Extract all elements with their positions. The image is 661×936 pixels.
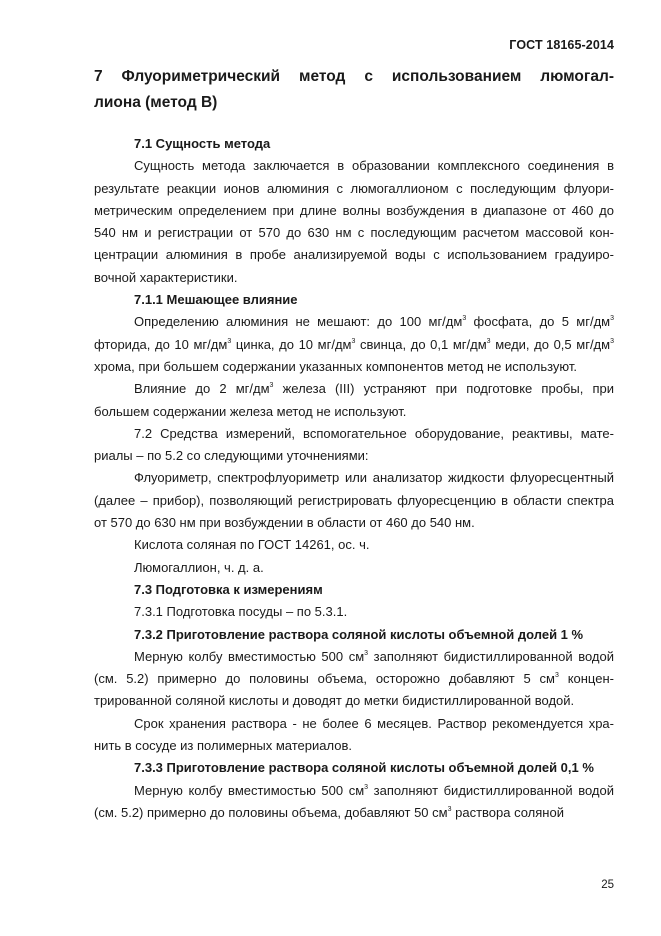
paragraph-7-3-1: 7.3.1 Подготовка посуды – по 5.3.1. — [134, 604, 348, 620]
section-title-line-1: 7 Флуориметрический метод с использованием люмогал- — [94, 68, 614, 85]
document-body — [94, 133, 614, 824]
paragraph-method-essence: Сущность метода заключается в образовании комплексного соединения в результате реакции ионов алюминия с люмогаллионом с последующим флуориметрическим определением при длине волны возбуждения в диапазоне от 460 до 540 нм и регистрации от 570 до 630 нм с последующим расчетом массовой концентрации алюминия в пробе анализируемой воды с использованием градуировочной характеристики. — [94, 158, 614, 285]
item-lumogallion: Люмогаллион, ч. д. а. — [134, 559, 264, 575]
paragraph-interference: Определению алюминия не мешают: до 100 $мг/дм^3$ фосфата, до 5 $мг/дм^3$ фторида, до 10 $мг/дм^3$ цинка, до 10 $мг/дм^3$ свинца, до 0,1 $мг/дм^3$ меди, до 0,5 $мг/дм^3$ хрома, при большем содержании указанных компонентов метод не используют. — [94, 314, 614, 374]
section-title-line-2: лиона (метод В) — [94, 94, 218, 111]
paragraph-7-3-2-procedure: Мерную колбу вместимостью 500 $см^3$ заполняют бидистиллированной водой (см. 5.2) примерно до половины объема, осторожно добавляют 5 $см^3$ концентрированной соляной кислоты и доводят до метки бидистиллированной водой. — [94, 648, 614, 709]
paragraph-7-3-3-procedure: Мерную колбу вместимостью 500 $см^3$ заполняют бидистиллированной водой (см. 5.2) примерно до половины объема, добавляют 50 $см^3$ раствора соляной — [94, 782, 614, 820]
heading-7-3: 7.3 Подготовка к измерениям — [134, 581, 323, 597]
page-number: 25 — [601, 879, 614, 891]
item-fluorimeter: Флуориметр, спектрофлуориметр или анализатор жидкости флуоресцентный (далее – прибор), позволяющий регистрировать флуоресценцию в области спектра от 570 до 630 нм при возбуждении в области от 460 до 540 нм. — [94, 470, 614, 531]
standard-header: ГОСТ 18165-2014 — [509, 38, 614, 52]
section-title — [94, 64, 614, 116]
item-hydrochloric-acid: Кислота соляная по ГОСТ 14261, ос. ч. — [134, 537, 370, 553]
paragraph-iron-influence: Влияние до 2 $мг/дм^3$ железа (III) устраняют при подготовке пробы, при большем содержании железа метод не используют. — [94, 381, 614, 419]
paragraph-7-2: 7.2 Средства измерений, вспомогательное оборудование, реактивы, материалы – по 5.2 со следующими уточнениями: — [94, 425, 614, 464]
heading-7-3-3: 7.3.3 Приготовление раствора соляной кислоты объемной долей 0,1 % — [134, 760, 594, 776]
heading-7-1: 7.1 Сущность метода — [134, 136, 271, 151]
paragraph-7-3-2-storage: Срок хранения раствора - не более 6 месяцев. Раствор рекомендуется хранить в сосуде из полимерных материалов. — [94, 715, 614, 754]
heading-7-1-1: 7.1.1 Мешающее влияние — [134, 292, 298, 308]
heading-7-3-2: 7.3.2 Приготовление раствора соляной кислоты объемной долей 1 % — [134, 626, 584, 642]
